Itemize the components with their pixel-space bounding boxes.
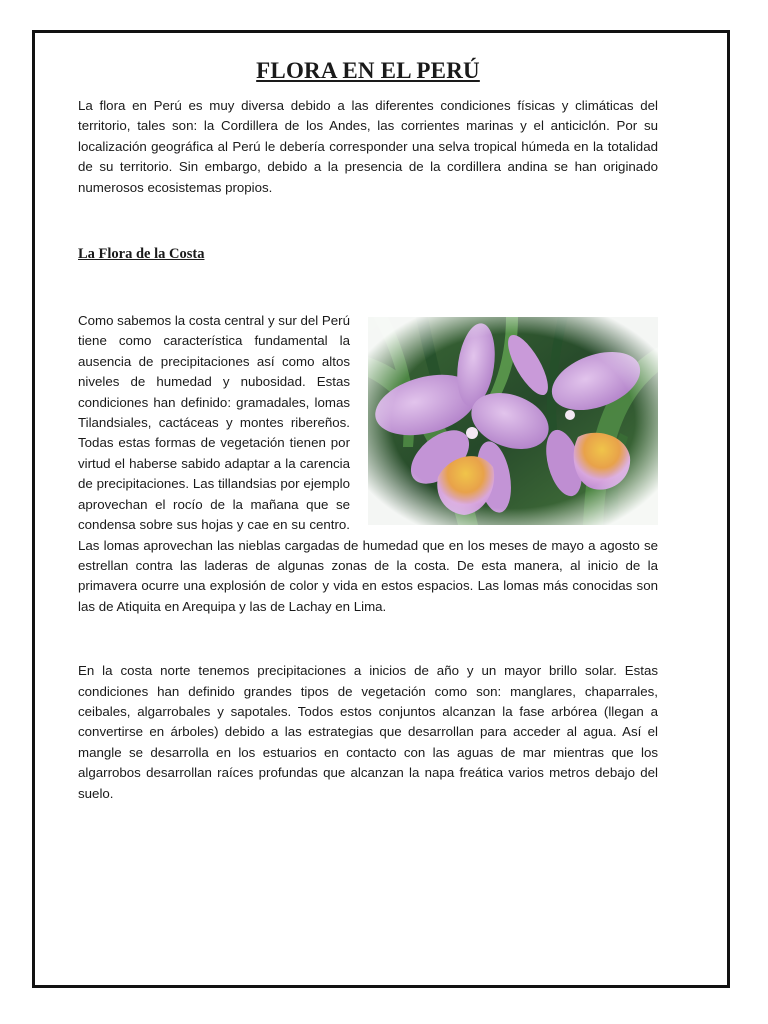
north-coast-section [78, 661, 658, 804]
coast-section [78, 311, 658, 617]
document-body [78, 58, 658, 804]
intro-paragraph: La flora en Perú es muy diversa debido a las diferentes condiciones físicas y climáticas del territorio, tales son: la Cordillera de los Andes, las corrientes marinas y el anticiclón. Por su localización geográfica al Perú le debería corresponder una selva tropical húmeda en la totalidad de su territorio. Sin embargo, debido a la presencia de la cordillera andina se han originado numerosos ecosistemas propios. [78, 98, 658, 195]
coast-paragraph-2: En la costa norte tenemos precipitaciones a inicios de año y un mayor brillo solar. Estas condiciones han definido grandes tipos de vegetación como son: manglares, chaparrales, ceibales, algarrobales y sapotales. Todos estos conjuntos alcanzan la fase arbórea (llegan a convertirse en árboles) debido a las estrategias que desarrollan para acceder al agua. Así el mangle se desarrolla en los estuarios en contacto con las aguas de mar mientras que los algarrobos desarrollan raíces profundas que alcanzan la napa freática varios metros debajo del suelo. [78, 663, 658, 801]
coast-paragraph-1: Como sabemos la costa central y sur del Perú tiene como característica fundamental la ausencia de precipitaciones así como altos niveles de humedad y nubosidad. Estas condiciones han definido: gramadales, lomas Tilandsiales, cactáceas y montes ribereños. Todas estas formas de vegetación tienen por virtud el haberse sabido adaptar a la carencia de precipitaciones. Las tillandsias por ejemplo aprovechan el rocío de la mañana que se condensa sobre sus hojas y cae en su centro. Las lomas aprovechan las nieblas cargadas de humedad que en los meses de mayo a agosto se estrellan contra las laderas de algunas zonas de la costa. De esta manera, al inicio de la primavera ocurre una explosión de color y vida en estos espacios. Las lomas más conocidas son las de Atiquita en Arequipa y las de Lachay en Lima. [78, 313, 658, 614]
page-title: FLORA EN EL PERÚ [256, 58, 480, 83]
section-heading: La Flora de la Costa [78, 246, 205, 263]
orchid-image [368, 317, 658, 525]
